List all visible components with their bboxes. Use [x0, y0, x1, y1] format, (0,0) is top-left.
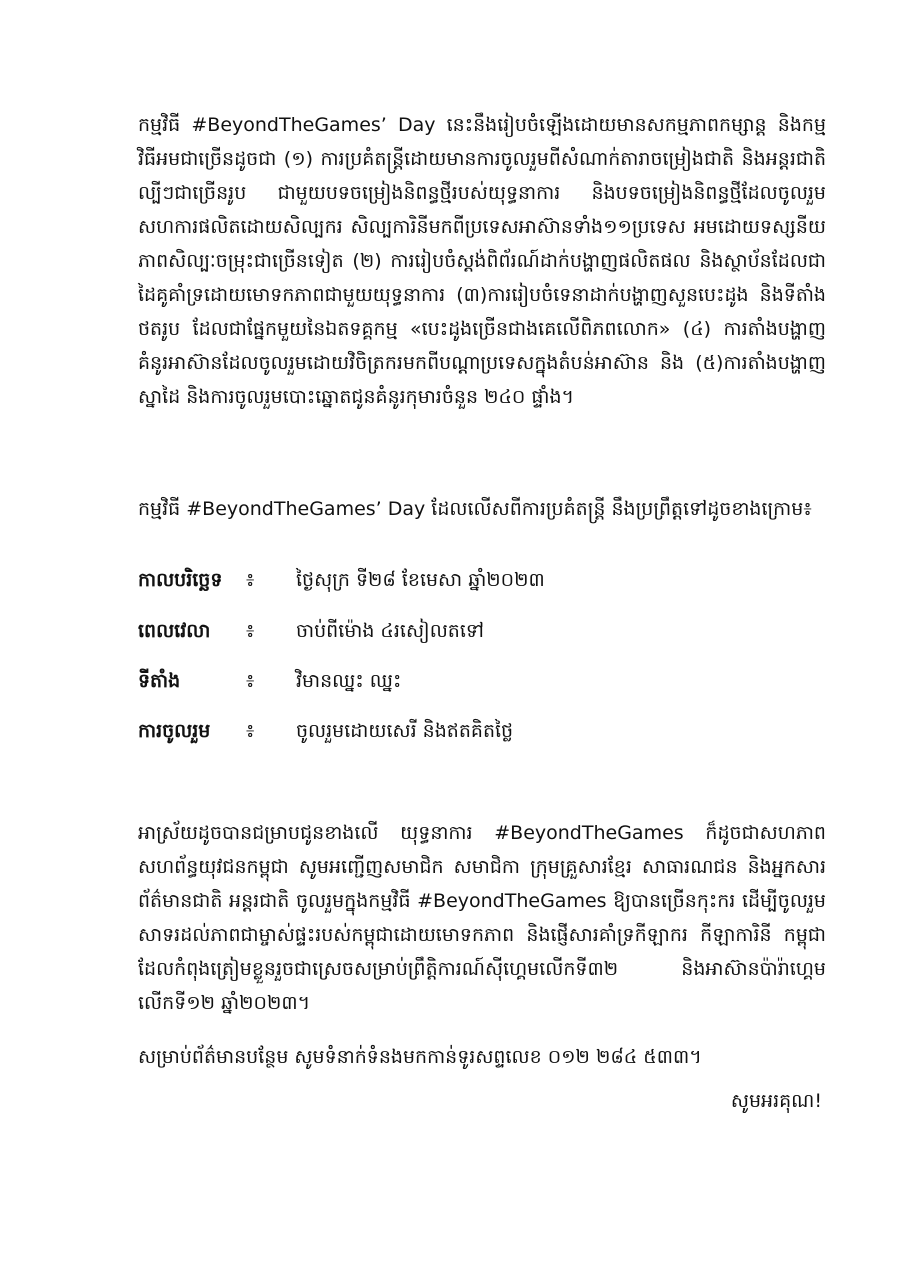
detail-row-time — [138, 611, 828, 651]
detail-label: កាលបរិច្ឆេទ — [138, 569, 223, 591]
detail-value: ចាប់ពីម៉ោង ៤រសៀលតទៅ — [296, 620, 484, 642]
detail-label: ការចូលរួម — [138, 720, 211, 742]
detail-value: ថ្ងៃសុក្រ ទី២៨ ខែមេសា ឆ្នាំ២០២៣ — [296, 569, 545, 591]
detail-colon: ៖ — [246, 670, 255, 692]
paragraph-contact: សម្រាប់ព័ត៌មានបន្ថែម សូមទំនាក់ទំនងមកកាន់ទូរសព្ទលេខ ០១២ ២៨៤ ៥៣៣។ — [138, 1046, 702, 1068]
detail-label: ទីតាំង — [138, 670, 181, 692]
schedule-intro: កម្មវិធី #BeyondTheGames’ Day ដែលលើសពីការប្រគំតន្ត្រី នឹងប្រព្រឹត្តទៅដូចខាងក្រោម៖ — [138, 498, 812, 520]
closing-thanks: សូមអរគុណ! — [730, 1090, 822, 1112]
detail-label: ពេលវេលា — [138, 620, 211, 642]
detail-value: វិមានឈ្នះ ឈ្នះ — [296, 670, 402, 692]
detail-row-participation — [138, 711, 828, 751]
detail-colon: ៖ — [246, 620, 255, 642]
detail-row-location — [138, 661, 828, 701]
paragraph-event-activities: កម្មវិធី #BeyondTheGames’ Day នេះនឹងរៀបចំឡើងដោយមានសកម្មភាពកម្សាន្ត និងកម្មវិធីអមជាច្រើនដូចជា (១) ការប្រគំតន្ត្រីដោយមានការចូលរួមពីសំណាក់តារាចម្រៀងជាតិ និងអន្តរជាតិល្បីៗជាច្រើនរូប ជាមួយបទចម្រៀងនិពន្ធថ្មីរបស់យុទ្ធនាការ និងបទចម្រៀងនិពន្ធថ្មីដែលចូលរួមសហការផលិតដោយសិល្បករ សិល្បការិនីមកពីប្រទេសអាស៊ានទាំង១១ប្រទេស អមដោយទស្សនីយភាពសិល្បៈចម្រុះជាច្រើនទៀត (២) ការរៀបចំស្តង់ពិព័រណ៍ដាក់បង្ហាញផលិតផល និងស្ថាប័នដែលជាដៃគូគាំទ្រដោយមោទកភាពជាមួយយុទ្ធនាការ (៣)ការរៀបចំទេនាដាក់បង្ហាញសួនបេះដូង និងទីតាំងថតរូប ដែលជាផ្នែកមួយនៃឯតទគ្គកម្ម «បេះដូងច្រើនជាងគេលើពិភពលោក» (៤) ការតាំងបង្ហាញគំនូរអាស៊ានដែលចូលរួមដោយវិចិត្រករមកពីបណ្តាប្រទេសក្នុងតំបន់អាស៊ាន និង (៥)ការតាំងបង្ហាញស្នាដៃ និងការចូលរួមបោះឆ្នោតជូនគំនូរកុមារចំនួន ២៤០ ផ្ទាំង។ — [138, 114, 826, 408]
detail-row-date — [138, 560, 828, 600]
paragraph-invitation: អាស្រ័យដូចបានជម្រាបជូនខាងលើ យុទ្ធនាការ #BeyondTheGames ក៏ដូចជាសហភាពសហព័ន្ធយុវជនកម្ពុជា សូមអញ្ជើញសមាជិក សមាជិកា ក្រុមគ្រួសារខ្មែរ សាធារណជន និងអ្នកសារព័ត៌មានជាតិ អន្តរជាតិ ចូលរួមក្នុងកម្មវិធី #BeyondTheGames ឱ្យបានច្រើនកុះករ ដើម្បីចូលរួមសាទរដល់ភាពជាម្ចាស់ផ្ទះរបស់កម្ពុជាដោយមោទកភាព និងផ្ញើសារគាំទ្រកីឡាករ កីឡាការិនី កម្ពុជាដែលកំពុងត្រៀមខ្លួនរួចជាស្រេចសម្រាប់ព្រឹត្តិការណ៍ស៊ីហ្គេមលើកទី៣២ និងអាស៊ានប៉ារ៉ាហ្គេមលើកទី១២ ឆ្នាំ២០២៣។ — [138, 822, 826, 1014]
detail-value: ចូលរួមដោយសេរី និងឥតគិតថ្លៃ — [296, 720, 514, 742]
detail-colon: ៖ — [246, 720, 255, 742]
detail-colon: ៖ — [246, 569, 255, 591]
